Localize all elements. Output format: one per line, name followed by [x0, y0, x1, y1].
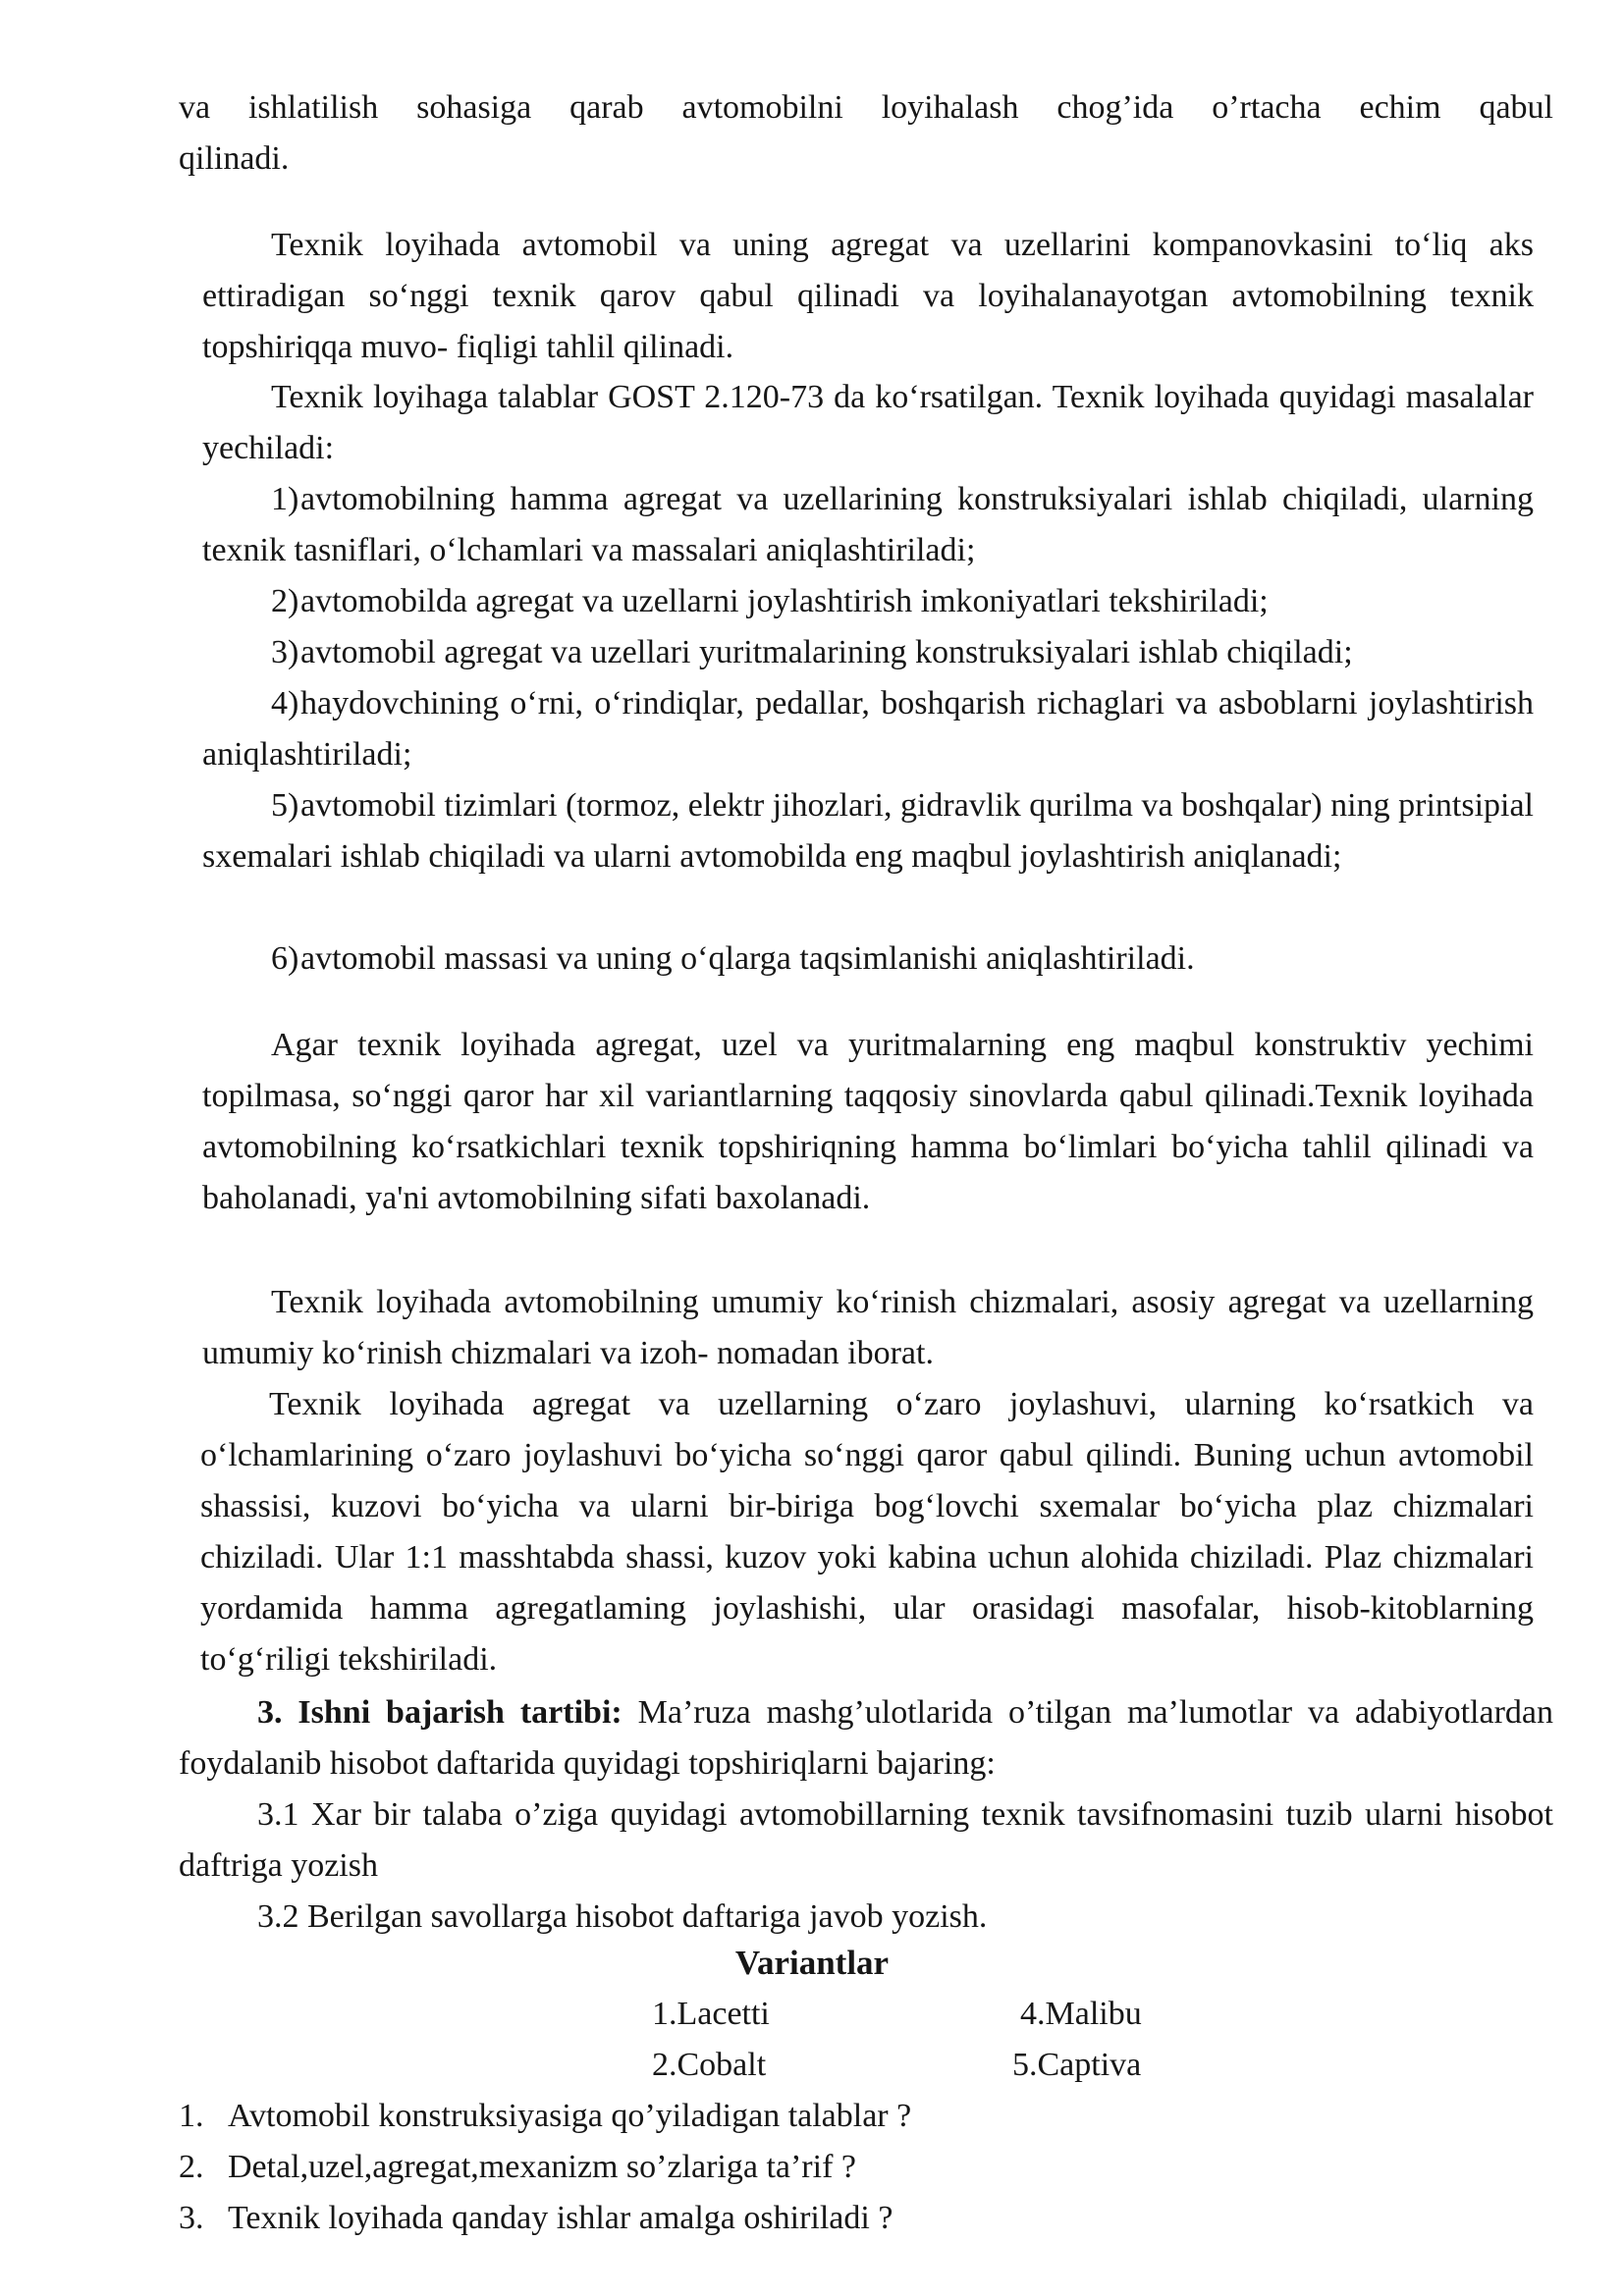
list-number: 4) — [271, 685, 299, 721]
list-item-text: haydovchining o‘rni, o‘rindiqlar, pedallar, boshqarish richaglari va asboblarni joylashtirish aniqlashtiriladi; — [202, 685, 1534, 773]
variants-title: Variantlar — [734, 1944, 890, 1982]
tasks-list-item-6 — [202, 934, 1534, 985]
list-item — [179, 2091, 911, 2142]
question-number: 3. — [179, 2200, 204, 2236]
paragraph-task-2: 3.2 Berilgan savollarga hisobot daftariga javob yozish. — [257, 1898, 988, 1935]
list-item-text: avtomobilning hamma agregat va uzellarining konstruksiyalari ishlab chiqiladi, ularning texnik tasniflari, o‘lchamlari va massalari aniqlashtiriladi; — [202, 481, 1534, 568]
list-number: 5) — [271, 787, 299, 824]
list-item-text: avtomobil tizimlari (tormoz, elektr jihozlari, gidravlik qurilma va boshqalar) ning printsipial sxemalari ishlab chiqiladi va ularni avtomobilda eng maqbul joylashtirish aniqlanadi; — [202, 787, 1534, 875]
list-number: 1) — [271, 481, 299, 517]
question-text: Texnik loyihada qanday ishlar amalga oshiriladi ? — [228, 2200, 893, 2236]
tasks-list-item-2 — [202, 576, 1534, 627]
paragraph-work-order — [179, 1687, 1553, 1789]
intro-line-1: va ishlatilish sohasiga qarab avtomobilni loyihalash chog’ida o’rtacha echim qabul — [179, 89, 1553, 126]
question-text: Detal,uzel,agregat,mexanizm so’zlariga ta’rif ? — [228, 2149, 856, 2185]
list-number: 6) — [271, 940, 299, 977]
tasks-list-item-5 — [202, 780, 1534, 882]
paragraph-technical-project: Texnik loyihada avtomobil va uning agregat va uzellarini kompanovkasini to‘liq aks ettiradigan so‘nggi texnik qarov qabul qilinadi va loyihalanayotgan avtomobilning texnik topshiriqqa muvo- fiqligi tahlil qilinadi. — [202, 227, 1534, 365]
section-intro: Ma’ruza mashg’ulotlarida o’tilgan ma’lumotlar va adabiyotlardan foydalanib hisobot daftarida quyidagi topshiriqlarni bajaring: — [179, 1694, 1553, 1782]
list-number: 2) — [271, 583, 299, 619]
question-number: 2. — [179, 2149, 204, 2185]
paragraph-drawings: Texnik loyihada avtomobilning umumiy ko‘rinish chizmalari, asosiy agregat va uzellarning umumiy ko‘rinish chizmalari va izoh- nomadan iborat. — [202, 1284, 1534, 1371]
list-item-text: avtomobil massasi va uning o‘qlarga taqsimlanishi aniqlashtiriladi. — [300, 940, 1195, 977]
section-heading: 3. Ishni bajarish tartibi: — [257, 1694, 623, 1731]
paragraph-alternatives: Agar texnik loyihada agregat, uzel va yuritmalarning eng maqbul konstruktiv yechimi topilmasa, so‘nggi qaror har xil variantlarning taqqosiy sinovlarda qabul qilinadi.Texnik loyihada avtomobilning ko‘rsatkichlari texnik topshiriqning hamma bo‘limlari bo‘yicha tahlil qilinadi va baholanadi, ya'ni avtomobilning sifati baxolanadi. — [202, 1027, 1534, 1216]
list-item-text: avtomobil agregat va uzellari yuritmalarining konstruksiyalari ishlab chiqiladi; — [300, 634, 1353, 670]
questions-list — [179, 2091, 911, 2244]
variant-item: 5.Captiva — [1012, 2047, 1142, 2083]
list-item — [179, 2193, 911, 2244]
question-text: Avtomobil konstruksiyasiga qo’yiladigan talablar ? — [228, 2098, 912, 2134]
variant-item: 2.Cobalt — [652, 2047, 767, 2083]
tasks-list-item-1 — [202, 474, 1534, 576]
list-item — [179, 2142, 911, 2193]
intro-line-2: qilinadi. — [179, 140, 290, 177]
paragraph-layout-plaz: Texnik loyihada agregat va uzellarning o‘zaro joylashuvi, ularning ko‘rsatkich va o‘lchamlarining o‘zaro joylashuvi bo‘yicha so‘nggi qaror qabul qilindi. Buning uchun avtomobil shassisi, kuzovi bo‘yicha va ularni bir-biriga bog‘lovchi sxemalar bo‘yicha plaz chizmalari chiziladi. Ular 1:1 masshtabda shassi, kuzov yoki kabina uchun alohida chiziladi. Plaz chizmalari yordamida hamma agregatlaming joylashishi, ular orasidagi masofalar, hisob-kitoblarning to‘g‘riligi tekshiriladi. — [200, 1386, 1534, 1678]
question-number: 1. — [179, 2098, 204, 2134]
variant-item: 4.Malibu — [1020, 1996, 1142, 2032]
list-item-text: avtomobilda agregat va uzellarni joylashtirish imkoniyatlari tekshiriladi; — [300, 583, 1269, 619]
tasks-list-item-3 — [202, 627, 1534, 678]
paragraph-task-1: 3.1 Xar bir talaba o’ziga quyidagi avtomobillarning texnik tavsifnomasini tuzib ularni hisobot daftriga yozish — [179, 1796, 1553, 1884]
paragraph-gost-requirements: Texnik loyihaga talablar GOST 2.120-73 da ko‘rsatilgan. Texnik loyihada quyidagi masalalar yechiladi: — [202, 379, 1534, 466]
tasks-list-item-4 — [202, 678, 1534, 780]
intro-paragraph — [179, 82, 1553, 185]
list-number: 3) — [271, 634, 299, 670]
variant-item: 1.Lacetti — [652, 1996, 770, 2032]
